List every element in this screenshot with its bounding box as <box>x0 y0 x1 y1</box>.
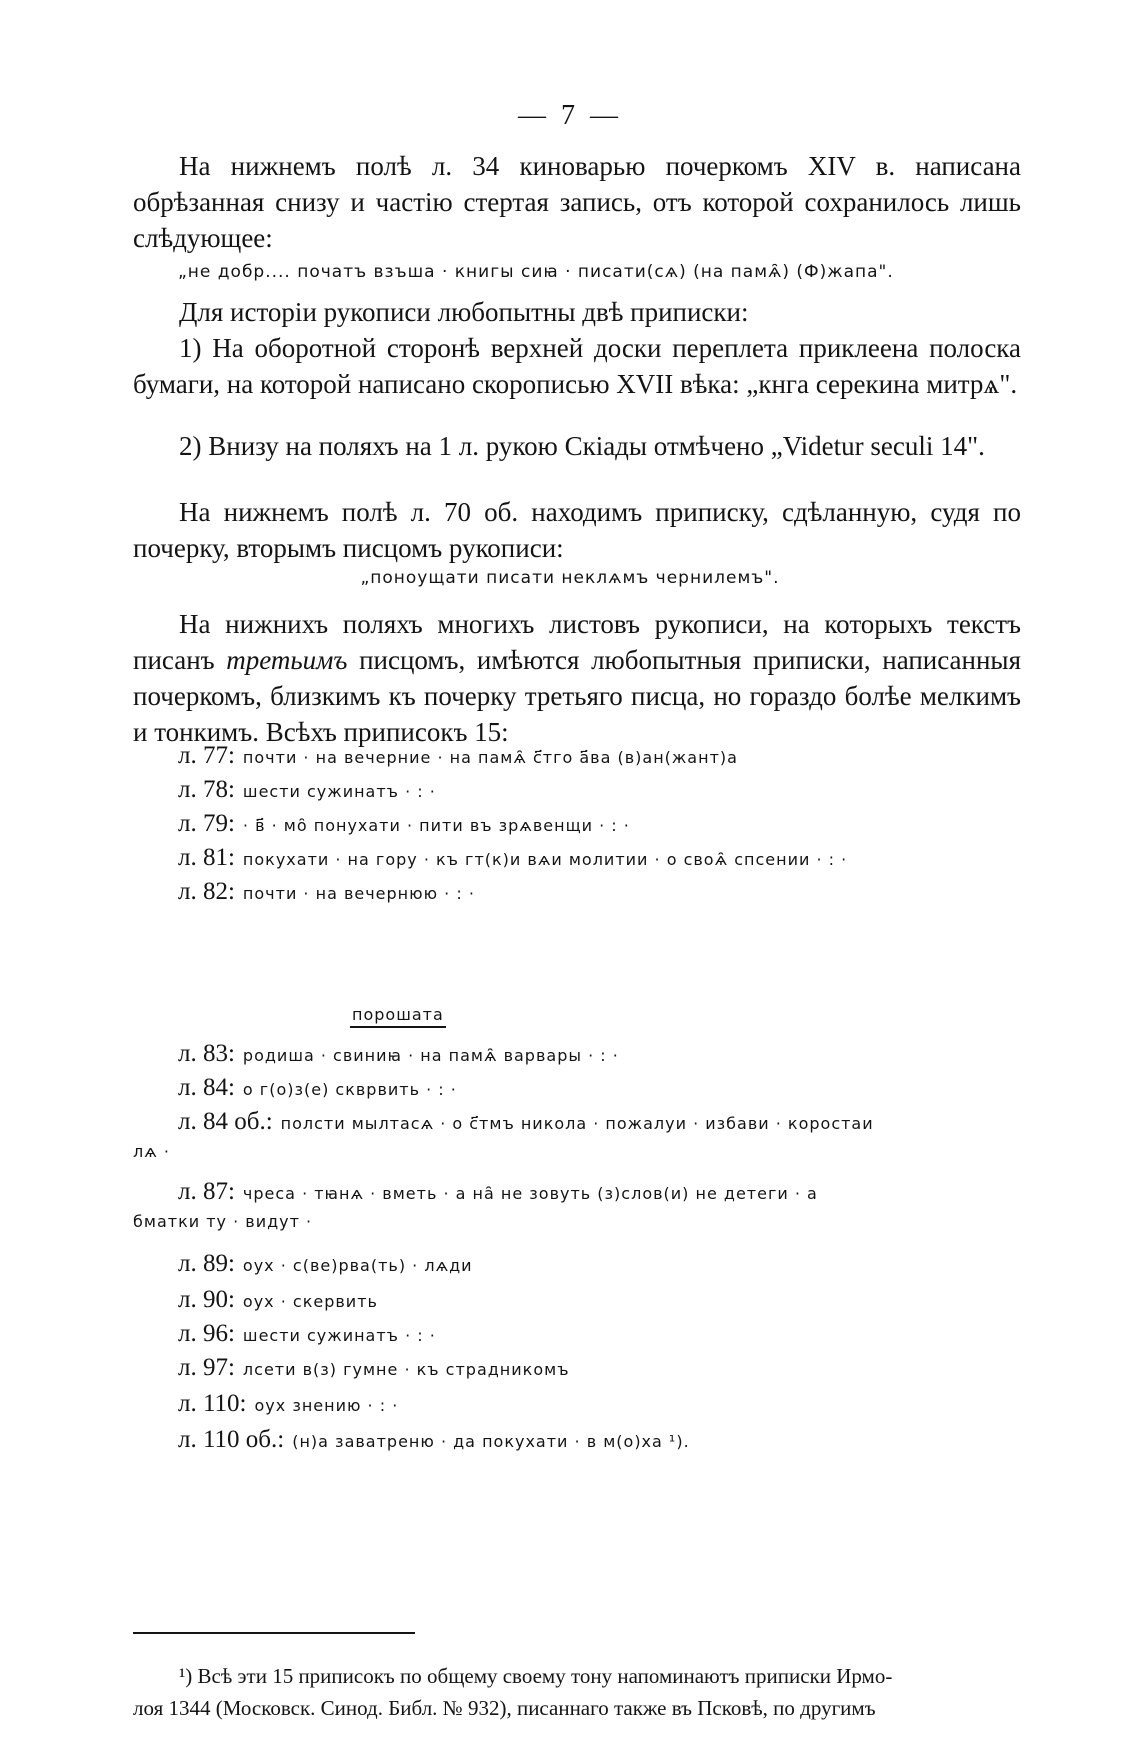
entry-continuation: бматки ту · видут · <box>133 1212 313 1231</box>
footnote-divider <box>133 1632 415 1634</box>
entry-text: оух · скервить <box>242 1292 378 1311</box>
entry-ref: л. 110 об.: <box>178 1426 285 1453</box>
entry-text: оух · с(ве)рва(ть) · лѧди <box>242 1256 473 1275</box>
list-item <box>178 742 1028 770</box>
list-item <box>178 1320 1028 1348</box>
list-item <box>178 1040 1028 1068</box>
entry-text: почти · на вечернюю · : · <box>242 884 475 903</box>
entry-text: · в҃ · мо̑ понухати · пити въ зрѧвенщи · : · <box>242 816 630 835</box>
list-item <box>133 1108 1021 1161</box>
paragraph-5: На нижнемъ полѣ л. 70 об. находимъ приписку, сдѣланную, судя по почерку, вторымъ писцомъ рукописи: <box>133 497 1021 563</box>
entry-ref: л. 78: <box>178 776 235 803</box>
paragraph-6-end: писцомъ, имѣются любопытныя приписки, написанныя почеркомъ, близкимъ къ почерку третьяго писца, но гораздо болѣе мелкимъ и тонкимъ. Всѣхъ приписокъ 15: <box>133 645 1021 747</box>
list-item <box>178 1426 1028 1454</box>
list-item <box>178 1250 1028 1278</box>
entry-ref: л. 83: <box>178 1040 235 1067</box>
page-number: — 7 — <box>518 100 622 131</box>
entry-ref: л. 110: <box>178 1390 247 1417</box>
entry-text: почти · на вечерние · на памѧ̑ с҃тго а҃ва (в)ан(жант)а <box>242 748 738 767</box>
entry-text: покухати · на гору · къ гт(к)и вѧи молитии · о своѧ̑ спсении · : · <box>242 850 848 869</box>
entry-text: чреса · тꙗнѧ · вметь · а на̑ не зовуть (з)слов(и) не детеги · а <box>242 1184 818 1203</box>
list-item <box>178 810 1028 838</box>
list-item <box>178 1354 1028 1382</box>
interlinear-correction: порошата <box>350 1005 446 1028</box>
entry-ref: л. 97: <box>178 1354 235 1381</box>
quote-inscription-1: „не добр.... початъ взъша · книгы сиꙗ · писати(сѧ) (на памѧ̑) (Ф)жапа". <box>178 262 894 282</box>
entry-continuation: лѧ · <box>133 1142 170 1161</box>
list-item <box>133 1178 1021 1231</box>
entry-ref: л. 84 об.: <box>178 1108 273 1135</box>
entry-ref: л. 84: <box>178 1074 235 1101</box>
entry-text: родиша · свиниꙗ · на памѧ̑ варвары · : · <box>242 1046 619 1065</box>
quote-inscription-2: „поноущати писати неклѧмъ чернилемъ". <box>360 568 780 588</box>
list-item <box>178 1074 1028 1102</box>
entry-ref: л. 96: <box>178 1320 235 1347</box>
footnote-line-1: ¹) Всѣ эти 15 приписокъ по общему своему тону напоминаютъ приписки Ирмо- <box>179 1664 893 1688</box>
entry-ref: л. 81: <box>178 844 235 871</box>
entry-ref: л. 79: <box>178 810 235 837</box>
entry-text: полсти мылтасѧ · о с҃тмъ никола · пожалуи · избави · коростаи <box>280 1114 874 1133</box>
list-item <box>178 1390 1028 1418</box>
entry-ref: л. 82: <box>178 878 235 905</box>
entry-text: шести сужинатъ · : · <box>242 782 436 801</box>
list-item <box>178 878 1028 906</box>
paragraph-2: Для исторіи рукописи любопытны двѣ приписки: <box>179 297 749 327</box>
entry-ref: л. 90: <box>178 1286 235 1313</box>
paragraph-1: На нижнемъ полѣ л. 34 киноварью почеркомъ XIV в. написана обрѣзанная снизу и частію стертая запись, отъ которой сохранилось лишь слѣдующее: <box>133 151 1021 253</box>
entry-text: (н)а заватреню · да покухати · в м(о)ха ¹). <box>292 1432 690 1451</box>
entry-ref: л. 77: <box>178 742 235 769</box>
paragraph-6-start: На нижнихъ поляхъ многихъ листовъ рукописи, на которыхъ текстъ писанъ <box>133 609 1021 675</box>
paragraph-6 <box>133 606 1021 750</box>
list-item <box>178 844 1028 872</box>
paragraph-3: 1) На оборотной сторонѣ верхней доски переплета приклеена полоска бумаги, на которой написано скорописью XVII вѣка: „кнга серекина митрѧ". <box>133 333 1021 399</box>
entry-text: о г(о)з(е) скврвить · : · <box>242 1080 457 1099</box>
entry-ref: л. 89: <box>178 1250 235 1277</box>
entry-text: лсети в(з) гумне · къ страдникомъ <box>242 1360 570 1379</box>
paragraph-6-emphasis: третьимъ <box>226 645 348 675</box>
entry-ref: л. 87: <box>178 1178 235 1205</box>
entry-text: шести сужинатъ · : · <box>242 1326 436 1345</box>
paragraph-4: 2) Внизу на поляхъ на 1 л. рукою Скіады отмѣчено „Videtur seculi 14". <box>179 431 985 461</box>
footnote <box>133 1660 1021 1724</box>
list-item <box>178 776 1028 804</box>
list-item <box>178 1286 1028 1314</box>
footnote-line-2: лоя 1344 (Московск. Синод. Библ. № 932), писаннаго также въ Псковѣ, по другимъ <box>133 1696 876 1720</box>
entry-text: оух знению · : · <box>254 1396 399 1415</box>
